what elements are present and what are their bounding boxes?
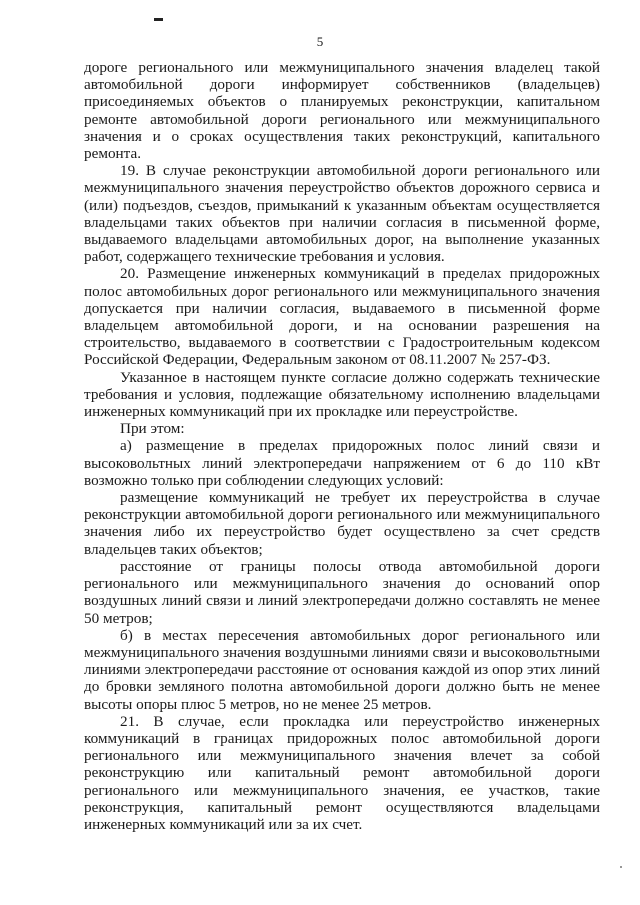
paragraph-continuation: дороге регионального или межмуниципального значения владелец такой автомобильной дороги информирует собственников (владельцев) присоединяемых объектов о планируемых реконструкции, капитальном ремонте автомобильной дороги регионального или межмуниципального значения и о сроках осуществления таких реконструкций, капитального ремонта. <box>84 59 600 163</box>
paragraph-clause-19: 19. В случае реконструкции автомобильной дороги регионального или межмуниципального значения переустройство объектов дорожного сервиса и (или) подъездов, съездов, примыканий к указанным объектам осуществляется владельцами таких объектов при наличии согласия в письменной форме, выдаваемого владельцами автомобильных дорог, на выполнение указанных работ, содержащего технические требования и условия. <box>84 162 600 266</box>
paragraph-condition-1: размещение коммуникаций не требует их переустройства в случае реконструкции автомобильной дороги регионального или межмуниципального значения либо их переустройство будет осуществлено за счет средств владельцев таких объектов; <box>84 489 600 558</box>
scan-artifact-mark <box>154 18 163 21</box>
paragraph-item-b: б) в местах пересечения автомобильных дорог регионального или межмуниципального значения воздушными линиями связи и высоковольтными линиями электропередачи расстояние от основания каждой из опор этих линий до бровки земляного полотна автомобильной дороги должно быть не менее высоты опоры плюс 5 метров, но не менее 25 метров. <box>84 626 601 713</box>
paragraph-intro: При этом: <box>120 420 185 438</box>
paragraph-item-a: а) размещение в пределах придорожных полос линий связи и высоковольтных линий электропередачи напряжением от 6 до 110 кВт возможно только при соблюдении следующих условий: <box>84 437 600 489</box>
scan-speck <box>620 866 622 868</box>
paragraph-clause-21: 21. В случае, если прокладка или переустройство инженерных коммуникаций в границах придорожных полос автомобильной дороги регионального или межмуниципального значения влечет за собой реконструкцию или капитальный ремонт автомобильной дороги регионального или межмуниципального значения, ее участков, такие реконструкция, капитальный ремонт осуществляются владельцами инженерных коммуникаций или за их счет. <box>84 712 600 833</box>
page-number: 5 <box>316 34 324 49</box>
paragraph-clause-20: 20. Размещение инженерных коммуникаций в пределах придорожных полос автомобильных дорог регионального или межмуниципального значения допускается при наличии согласия, выдаваемого в письменной форме владельцем автомобильной дороги, и на основании разрешения на строительство, выдаваемого в соответствии с Градостроительным кодексом Российской Федерации, Федеральным законом от 08.11.2007 № 257-ФЗ. <box>84 265 600 369</box>
document-body <box>84 59 600 833</box>
paragraph-condition-2: расстояние от границы полосы отвода автомобильной дороги регионального или межмуниципального значения до оснований опор воздушных линий связи и линий электропередачи должно составлять не менее 50 метров; <box>84 557 600 627</box>
paragraph-consent-requirements: Указанное в настоящем пункте согласие должно содержать технические требования и условия, подлежащие обязательному исполнению владельцами инженерных коммуникаций при их прокладке или переустройстве. <box>84 368 600 421</box>
